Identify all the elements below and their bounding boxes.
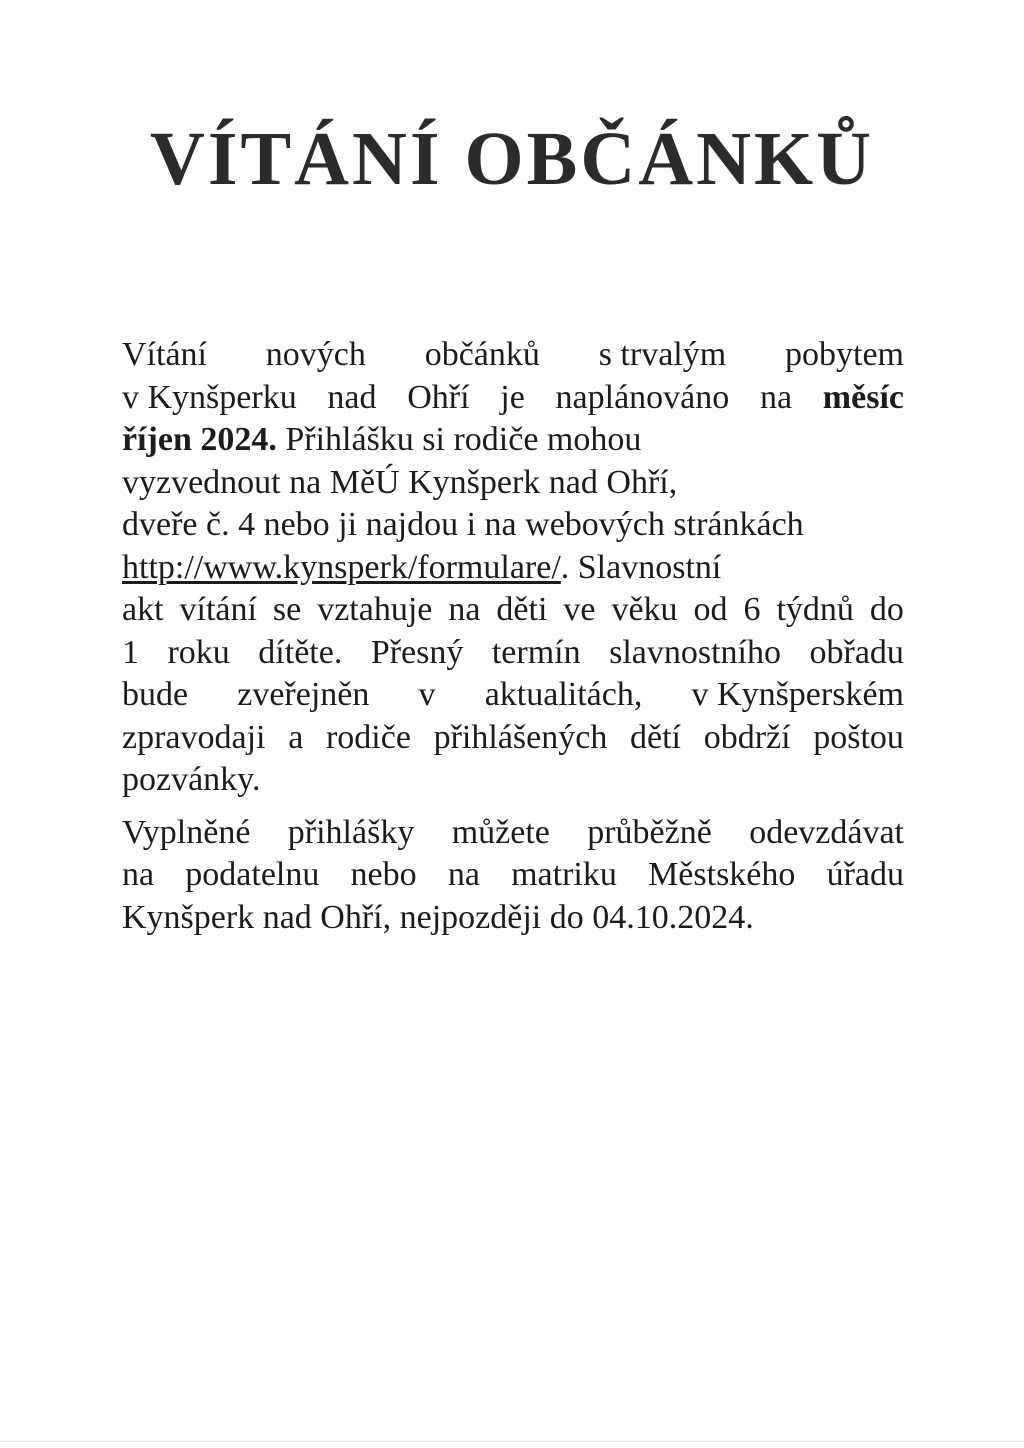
word: obřadu [809, 633, 904, 671]
word: obdrží [703, 718, 791, 756]
word: Vyplněné [122, 813, 251, 851]
paragraph-deadline [122, 812, 904, 940]
word: úřadu [826, 856, 904, 893]
text-line: pozvánky. [122, 761, 261, 798]
word: v Kynšperku [122, 378, 297, 416]
word: 1 [122, 633, 139, 671]
paragraph-announcement [122, 334, 904, 802]
word: můžete [451, 813, 550, 851]
text-fragment: . Slavnostní [560, 548, 722, 586]
word: od [693, 591, 728, 628]
text-line [122, 547, 904, 590]
text-line [122, 717, 904, 760]
word: roku [167, 633, 230, 671]
date-bold: říjen 2024. [122, 421, 277, 458]
word: Vítání [122, 336, 207, 373]
word: vztahuje [317, 591, 433, 628]
text-fragment: Přihlášku si rodiče mohou [276, 421, 642, 458]
word: Ohří [407, 378, 470, 416]
word: v Kynšperském [691, 676, 904, 713]
word: 6 [743, 591, 761, 628]
text-line [122, 589, 904, 632]
word: průběžně [587, 813, 712, 851]
word: děti [496, 591, 548, 628]
word: bude [122, 676, 189, 713]
word: na [448, 591, 481, 628]
word: odevzdávat [749, 813, 904, 851]
word: aktualitách, [484, 676, 643, 713]
text-line [122, 674, 904, 717]
word: nových [265, 336, 366, 373]
text-line [122, 334, 904, 377]
word: slavnostního [609, 633, 782, 671]
text-line: Kynšperk nad Ohří, nejpozději do 04.10.2024. [122, 898, 754, 936]
word: rodiče [325, 718, 411, 756]
word: zpravodaji [122, 718, 266, 756]
word: věku [611, 591, 678, 628]
text-line: vyzvednout na MěÚ Kynšperk nad Ohří, [122, 463, 678, 501]
word: matriku [511, 856, 617, 893]
text-line: dveře č. 4 nebo ji najdou i na webových stránkách [122, 506, 804, 543]
announcement-body [122, 334, 904, 949]
word: naplánováno [555, 378, 730, 416]
word: pobytem [785, 336, 904, 373]
text-line [122, 419, 904, 462]
word: na [447, 856, 480, 893]
word: přihlášky [287, 813, 415, 851]
text-line [122, 812, 904, 855]
word: dětí [630, 718, 681, 756]
word: ve [563, 591, 596, 628]
word-bold: měsíc [822, 378, 904, 416]
text-line [122, 377, 904, 420]
word: poštou [813, 718, 904, 756]
word: se [272, 591, 302, 628]
word: termín [491, 633, 581, 671]
word: týdnů [776, 591, 854, 628]
word: podatelnu [185, 856, 320, 893]
word: v [418, 676, 436, 713]
word: s trvalým [598, 336, 727, 373]
word: nad [327, 378, 377, 416]
word: přihlášených [433, 718, 608, 756]
word: Přesný [370, 633, 464, 671]
scan-edge-line [0, 1441, 1024, 1442]
word: a [288, 718, 304, 756]
word: zveřejněn [237, 676, 370, 713]
word: dítěte. [258, 633, 343, 671]
word: Městského [648, 856, 796, 893]
word: akt [122, 591, 164, 628]
word: občánků [424, 336, 540, 373]
word: je [500, 378, 525, 416]
word: nebo [350, 856, 417, 893]
form-link[interactable]: http://www.kynsperk/formulare/ [122, 548, 561, 586]
word: na [122, 856, 155, 893]
text-line [122, 854, 904, 897]
text-line [122, 632, 904, 675]
word: do [869, 591, 904, 628]
word: na [759, 378, 793, 416]
word: vítání [179, 591, 257, 628]
document-title: VÍTÁNÍ OBČÁNKŮ [150, 117, 874, 201]
